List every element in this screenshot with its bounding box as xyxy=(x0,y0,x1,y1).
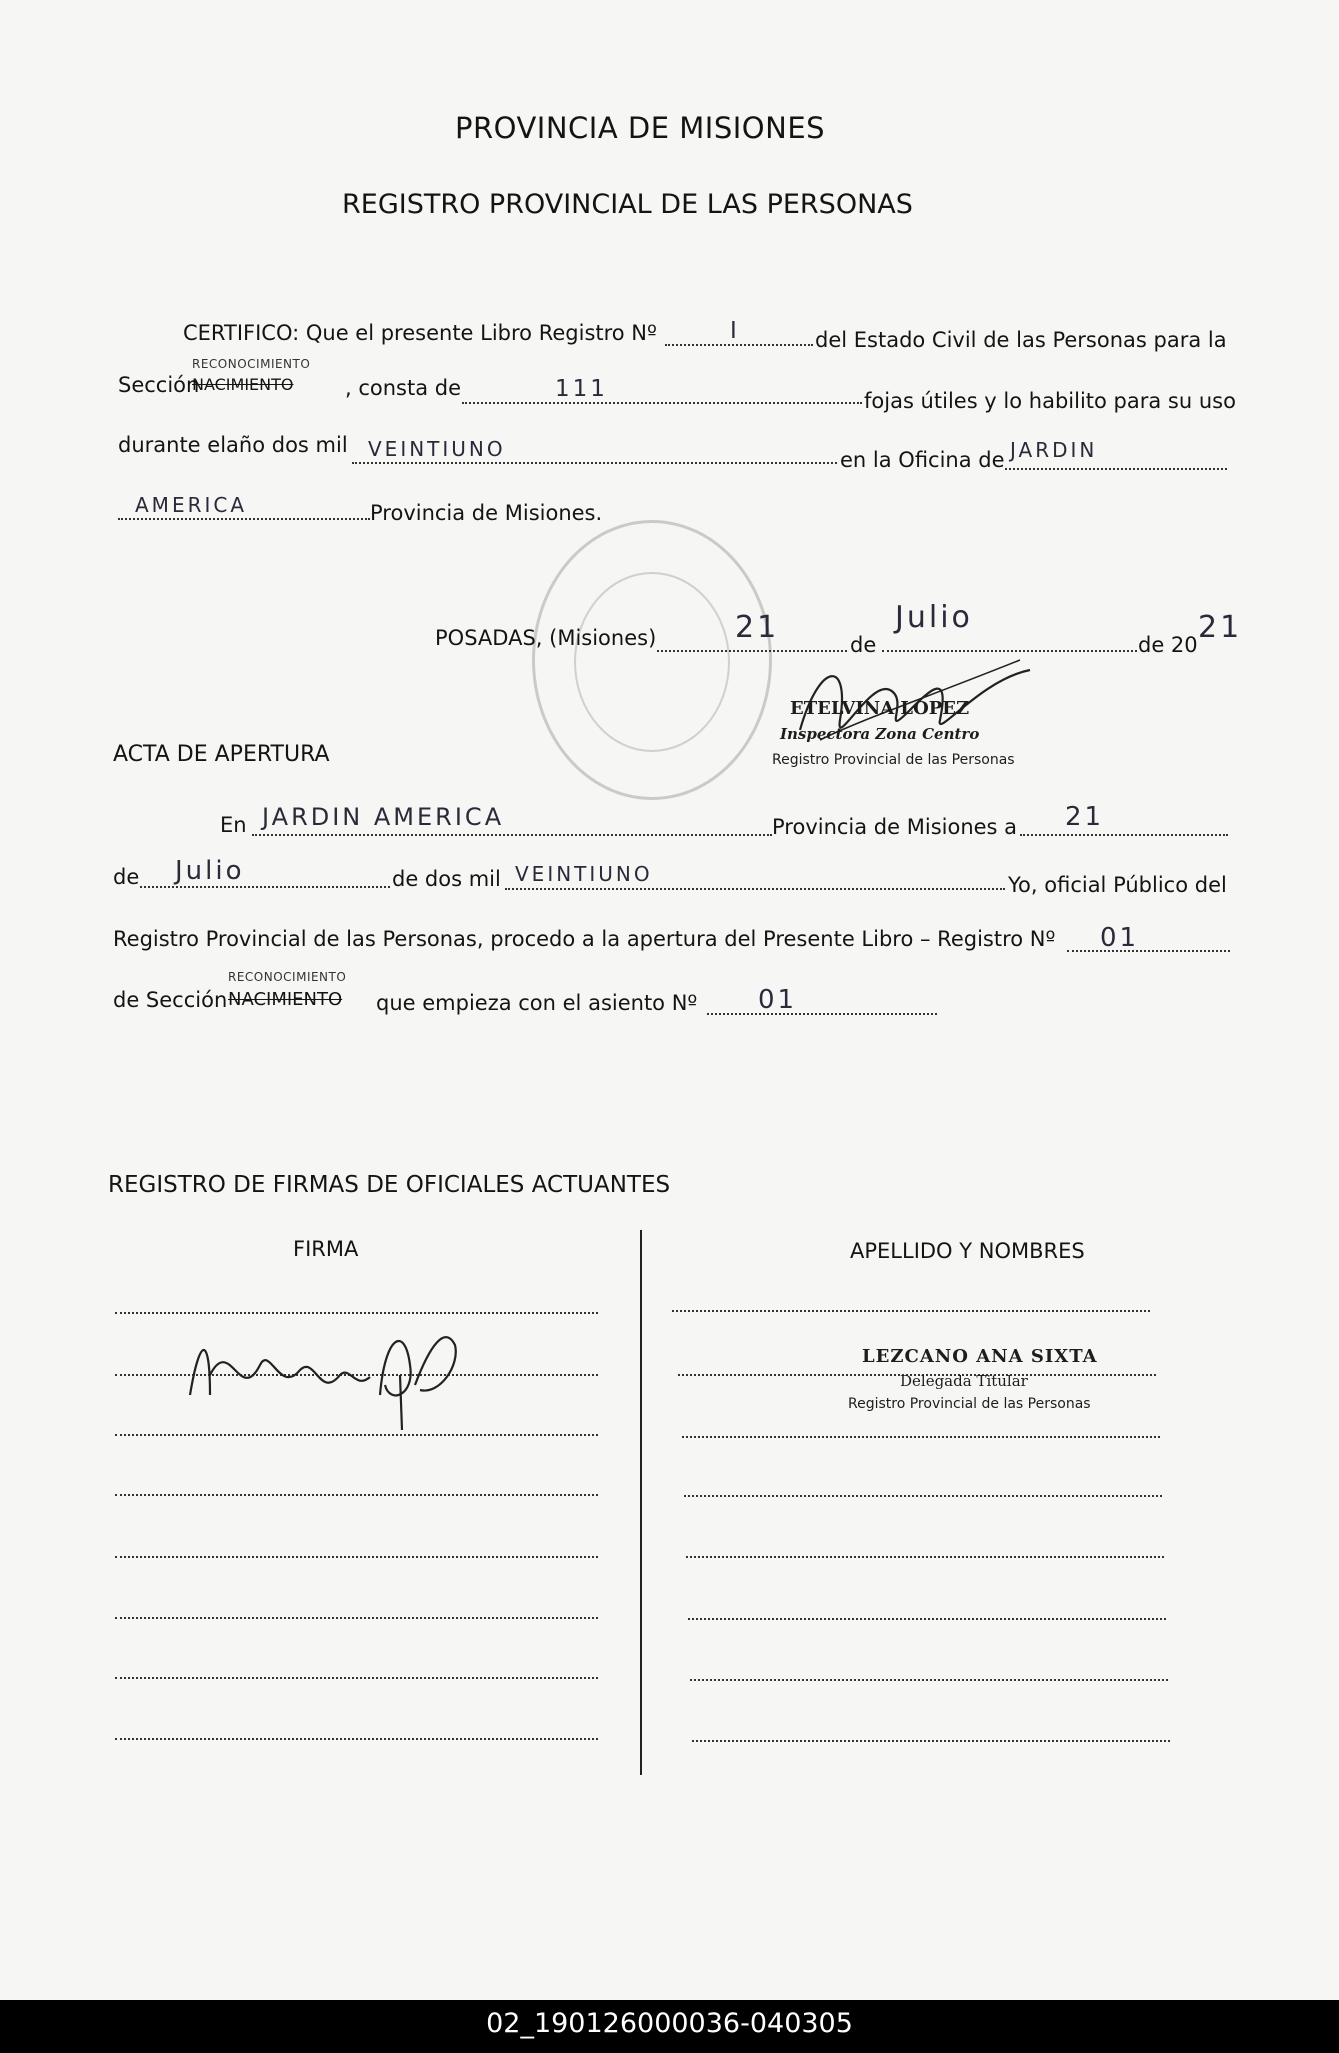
firma-line-5 xyxy=(115,1556,598,1558)
place-date: POSADAS, (Misiones) xyxy=(435,626,657,650)
acta-month-handwritten: Julio xyxy=(175,856,245,886)
office-handwritten-2: AMERICA xyxy=(135,493,248,517)
nombre-line-7 xyxy=(690,1679,1168,1681)
section-label: Sección xyxy=(118,373,200,397)
acta-en: En xyxy=(220,813,247,837)
acta-yo: Yo, oficial Público del xyxy=(1008,873,1227,897)
acta-asiento-handwritten: 01 xyxy=(758,985,798,1015)
year-suffix-handwritten: 21 xyxy=(1198,610,1243,645)
stamp1-org: Registro Provincial de las Personas xyxy=(772,752,1015,768)
cert-line1-a: CERTIFICO: Que el presente Libro Registro Nº xyxy=(183,321,657,345)
fojas-dots xyxy=(462,402,862,404)
firma-line-6 xyxy=(115,1617,598,1619)
nombre-line-4 xyxy=(684,1495,1162,1497)
signature-2-icon xyxy=(170,1315,470,1435)
acta-de: de xyxy=(113,865,140,889)
firma-col-header: FIRMA xyxy=(293,1237,359,1261)
office2-dots xyxy=(118,518,370,520)
acta-section-written: RECONOCIMIENTO xyxy=(228,970,347,984)
acta-title: ACTA DE APERTURA xyxy=(113,742,330,767)
firma-line-7 xyxy=(115,1677,598,1679)
registry-title: REGISTRO PROVINCIAL DE LAS PERSONAS xyxy=(342,189,913,220)
nombre-line-3 xyxy=(682,1436,1160,1438)
nombre-line-6 xyxy=(688,1618,1166,1620)
stamp1-role: Inspectora Zona Centro xyxy=(780,725,980,743)
year-words-handwritten: VEINTIUNO xyxy=(368,437,506,461)
cert-line2-c: fojas útiles y lo habilito para su uso xyxy=(864,389,1236,413)
firma-line-1 xyxy=(115,1312,598,1314)
acta-libro-dots xyxy=(1067,950,1230,952)
acta-asiento-dots xyxy=(707,1013,937,1015)
acta-month-dots xyxy=(140,886,390,888)
acta-libro-handwritten: 01 xyxy=(1100,923,1140,953)
month-handwritten: Julio xyxy=(895,600,973,635)
fojas-handwritten: 111 xyxy=(555,376,608,402)
libro-dots xyxy=(665,344,813,346)
acta-line4-b: que empieza con el asiento Nº xyxy=(376,991,698,1015)
stamp2-name: LEZCANO ANA SIXTA xyxy=(862,1346,1098,1367)
acta-line3: Registro Provincial de las Personas, procedo a la apertura del Presente Libro – Registro Nº xyxy=(113,927,1056,951)
firma-line-8 xyxy=(115,1738,598,1740)
firmas-title: REGISTRO DE FIRMAS DE OFICIALES ACTUANTES xyxy=(108,1172,671,1198)
stamp2-org: Registro Provincial de las Personas xyxy=(848,1396,1091,1412)
acta-year-handwritten: VEINTIUNO xyxy=(515,862,653,886)
cert-line2-b: , consta de xyxy=(345,376,462,400)
nombre-line-1 xyxy=(672,1310,1150,1312)
acta-place-dots xyxy=(252,834,772,836)
libro-no-handwritten: I xyxy=(730,318,740,344)
section-struck: NACIMIENTO xyxy=(192,375,294,394)
province-title: PROVINCIA DE MISIONES xyxy=(455,111,826,145)
year-dots xyxy=(352,462,837,464)
official-seal-inner xyxy=(574,572,730,752)
acta-day-dots xyxy=(1020,834,1228,836)
cert-line4-b: Provincia de Misiones. xyxy=(370,501,603,525)
nombres-col-header: APELLIDO Y NOMBRES xyxy=(850,1239,1085,1263)
acta-dosmil: de dos mil xyxy=(392,867,501,891)
acta-year-dots xyxy=(505,888,1005,890)
stamp2-role: Delegada Titular xyxy=(900,1372,1028,1390)
day-handwritten: 21 xyxy=(735,610,780,645)
nombre-line-5 xyxy=(686,1556,1164,1558)
de-1: de xyxy=(850,633,877,657)
cert-line3-b: en la Oficina de xyxy=(840,448,1005,472)
stamp1-name: ETELVINA LÓPEZ xyxy=(790,698,970,719)
office-handwritten-1: JARDIN xyxy=(1010,438,1098,462)
footer-code: 02_190126000036-040305 xyxy=(486,2008,853,2039)
column-divider xyxy=(640,1230,642,1775)
acta-place-handwritten: JARDIN AMERICA xyxy=(262,803,505,831)
cert-line1-b: del Estado Civil de las Personas para la xyxy=(815,328,1227,352)
section-written-correction: RECONOCIMIENTO xyxy=(192,357,311,371)
firma-line-4 xyxy=(115,1494,598,1496)
nombre-line-8 xyxy=(692,1740,1170,1742)
acta-prov: Provincia de Misiones a xyxy=(772,815,1018,839)
de-2000: de 20 xyxy=(1138,633,1198,657)
acta-line4-a: de Sección xyxy=(113,988,228,1012)
acta-section-struck: NACIMIENTO xyxy=(228,989,343,1010)
acta-day-handwritten: 21 xyxy=(1065,802,1105,832)
cert-line3-a: durante elaño dos mil xyxy=(118,433,348,457)
office-dots xyxy=(1005,468,1227,470)
